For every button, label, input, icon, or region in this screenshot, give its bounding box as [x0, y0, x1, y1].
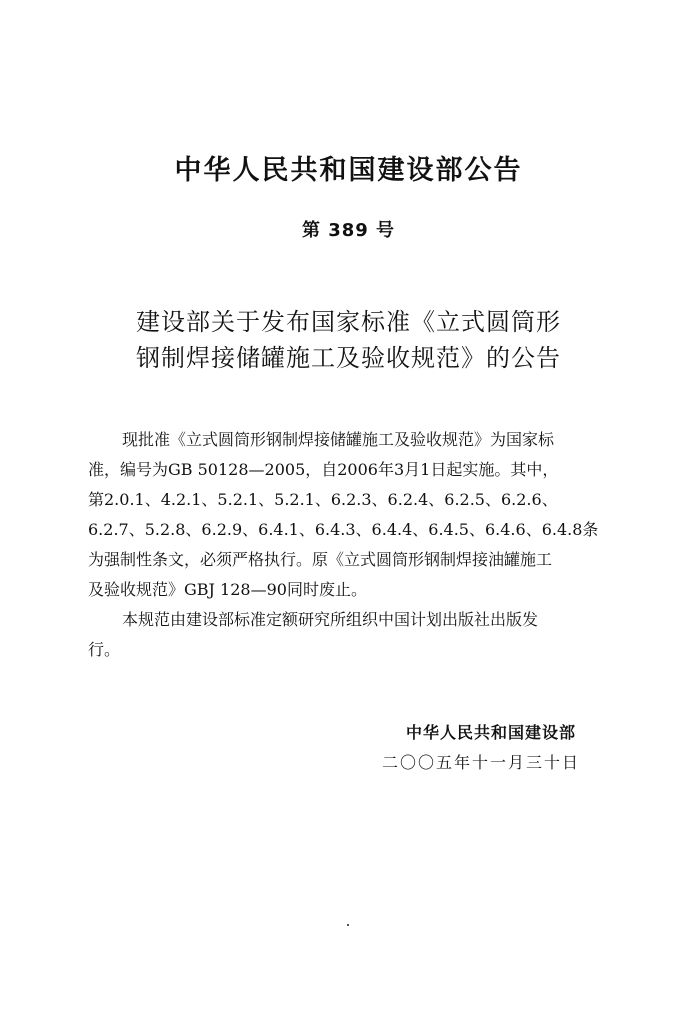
body-line: 本规范由建设部标准定额研究所组织中国计划出版社出版发 [122, 610, 539, 629]
body-line: 第2.0.1、4.2.1、5.2.1、5.2.1、6.2.3、6.2.4、6.2.5、6.2.6、 [88, 490, 558, 509]
body-line: 及验收规范》GBJ 128—90同时废止。 [88, 580, 367, 599]
page-mark [347, 924, 349, 926]
body-line: 准，编号为GB 50128—2005，自2006年3月1日起实施。其中， [88, 460, 559, 479]
issuer-name: 中华人民共和国建设部 [406, 723, 577, 742]
announcement-subtitle [0, 304, 697, 376]
body-line: 行。 [88, 640, 121, 659]
announcement-number: 第 389 号 [301, 220, 396, 241]
body-line: 为强制性条文，必须严格执行。原《立式圆筒形钢制焊接油罐施工 [88, 550, 553, 569]
subtitle-line: 钢制焊接储罐施工及验收规范》的公告 [136, 344, 561, 372]
page-title: 中华人民共和国建设部公告 [174, 155, 523, 186]
announcement-body [88, 425, 636, 665]
issue-date: 二〇〇五年十一月三十日 [382, 753, 581, 772]
body-line: 6.2.7、5.2.8、6.2.9、6.4.1、6.4.3、6.4.4、6.4.5、6.4.6、6.4.8条 [88, 520, 599, 539]
signature-block [382, 718, 612, 778]
subtitle-line: 建设部关于发布国家标准《立式圆筒形 [136, 308, 561, 336]
body-line: 现批准《立式圆筒形钢制焊接储罐施工及验收规范》为国家标 [122, 430, 555, 449]
